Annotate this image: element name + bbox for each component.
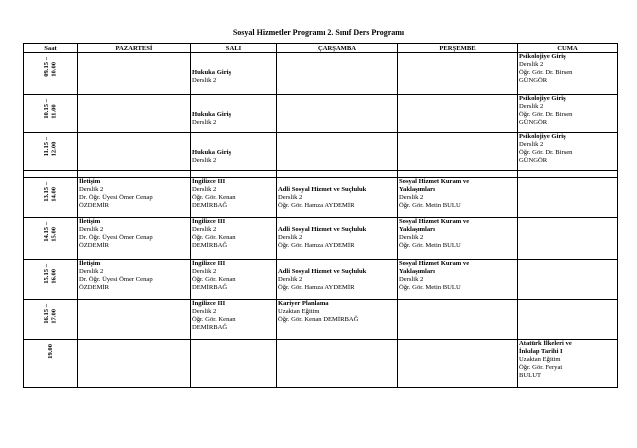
course-name: Kariyer Planlama [278,300,329,307]
separator-cell [24,171,78,178]
schedule-row [24,340,618,388]
course-cell-tuesday [191,53,277,95]
course-detail: Derslik 2 [192,156,217,164]
course-detail: Derslik 2 [79,185,104,193]
course-detail: Öğr. Gör. Metin BULU [399,201,461,209]
course-detail: Öğr. Gör. Kenan [192,233,236,241]
course-name: İletişim [79,260,101,267]
course-name: İngilizce III [192,300,226,307]
course-detail: Öğr. Gör. Kenan [192,275,236,283]
schedule-row [24,260,618,300]
course-detail: Öğr. Gör. Kenan DEMİRBAĞ [278,315,359,323]
time-line: 09.15 – [43,57,51,77]
course-name: İngilizce III [192,218,226,225]
time-cell [24,218,78,260]
time-label [43,133,58,156]
separator-cell [398,171,518,178]
time-label [43,95,58,119]
course-detail: Derslik 2 [399,193,424,201]
course-detail: Derslik 2 [79,267,104,275]
course-detail: DEMİRBAĞ [192,323,228,331]
course-name: Hukuka Giriş [192,111,232,118]
course-cell-monday [78,260,191,300]
time-line: 13.15 – [43,182,51,202]
header-tuesday: SALI [191,44,277,53]
course-cell-monday [78,340,191,388]
course-detail: Öğr. Gör. Dr. Birsen [519,110,573,118]
course-detail: Öğr. Gör. Hamza AYDEMİR [278,201,355,209]
course-detail: Öğr. Gör. Kenan [192,193,236,201]
time-line: 16.00 [50,268,58,284]
time-label [43,218,58,242]
course-detail: Derslik 2 [399,233,424,241]
time-line: 10.15 – [43,99,51,119]
course-cell-thursday [398,340,518,388]
course-cell-thursday [398,133,518,171]
time-cell [24,53,78,95]
course-cell-friday [518,340,618,388]
course-detail: Öğr. Gör. Metin BULU [399,241,461,249]
schedule-row [24,300,618,340]
course-name: Hukuka Giriş [192,149,232,156]
course-cell-wednesday [277,300,398,340]
course-name: Hukuka Giriş [192,69,232,76]
course-cell-friday [518,133,618,171]
course-detail: Yaklaşımları [399,225,435,233]
course-cell-wednesday [277,260,398,300]
time-line: 11.00 [50,104,58,119]
time-line: 15.00 [50,226,58,242]
course-detail: Öğr. Gör. Kenan [192,315,236,323]
time-label [43,53,58,77]
course-detail: Derslik 2 [79,225,104,233]
course-name: Adli Sosyal Hizmet ve Suçluluk [278,186,367,193]
course-detail: Öğr. Gör. Metin BULU [399,283,461,291]
course-detail: Derslik 2 [192,307,217,315]
time-label [43,260,58,284]
course-detail: Derslik 2 [519,140,544,148]
course-cell-monday [78,218,191,260]
course-detail: ÖZDEMİR [79,201,110,209]
time-line: 10.00 [50,61,58,77]
course-name: İngilizce III [192,178,226,185]
course-cell-tuesday [191,340,277,388]
time-label [43,300,58,324]
header-wednesday: ÇARŞAMBA [277,44,398,53]
course-name: Sosyal Hizmet Kuram ve [399,178,470,185]
course-cell-wednesday [277,95,398,133]
time-cell [24,178,78,218]
course-detail: Derslik 2 [192,267,217,275]
schedule-row [24,218,618,260]
course-detail: GÜNGÖR [519,118,548,126]
course-cell-thursday [398,178,518,218]
course-detail: Derslik 2 [278,233,303,241]
course-name: İletişim [79,178,101,185]
course-cell-thursday [398,300,518,340]
course-detail: Öğr. Gör. Hamza AYDEMİR [278,241,355,249]
time-label [47,340,54,359]
time-line: 16.15 – [43,304,51,324]
course-detail: Öğr. Gör. Hamza AYDEMİR [278,283,355,291]
course-detail: Dr. Öğr. Üyesi Ömer Cenap [79,193,153,201]
course-detail: BULUT [519,371,541,379]
course-cell-thursday [398,53,518,95]
course-cell-tuesday [191,133,277,171]
course-detail: Derslik 2 [399,275,424,283]
separator-cell [78,171,191,178]
header-row [24,44,618,53]
course-detail: Dr. Öğr. Üyesi Ömer Cenap [79,233,153,241]
course-name: Sosyal Hizmet Kuram ve [399,260,470,267]
time-cell [24,133,78,171]
course-cell-tuesday [191,260,277,300]
course-detail: Derslik 2 [192,185,217,193]
time-cell [24,260,78,300]
course-detail: Derslik 2 [519,102,544,110]
course-detail: Derslik 2 [192,76,217,84]
course-name: Psikolojiye Giriş [519,53,566,60]
time-cell [24,340,78,388]
time-line: 11.15 – [43,137,51,157]
course-cell-tuesday [191,95,277,133]
course-cell-wednesday [277,178,398,218]
course-detail: Derslik 2 [519,60,544,68]
header-thursday: PERŞEMBE [398,44,518,53]
course-name: Psikolojiye Giriş [519,133,566,140]
course-cell-thursday [398,260,518,300]
course-name: Atatürk İlkeleri ve [519,340,572,347]
course-cell-thursday [398,218,518,260]
course-cell-friday [518,95,618,133]
course-detail: Yaklaşımları [399,185,435,193]
course-name: İletişim [79,218,101,225]
course-detail: Derslik 2 [192,118,217,126]
time-line: 14.15 – [43,222,51,242]
course-name: Adli Sosyal Hizmet ve Suçluluk [278,226,367,233]
time-cell [24,300,78,340]
course-cell-friday [518,300,618,340]
course-cell-friday [518,53,618,95]
time-line: 19.00 [46,344,54,359]
course-cell-monday [78,53,191,95]
course-cell-tuesday [191,178,277,218]
course-cell-monday [78,300,191,340]
header-friday: CUMA [518,44,618,53]
course-cell-monday [78,178,191,218]
course-detail: ÖZDEMİR [79,283,110,291]
separator-cell [191,171,277,178]
course-detail: Öğr. Gör. Dr. Birsen [519,68,573,76]
course-detail: ÖZDEMİR [79,241,110,249]
schedule-row [24,133,618,171]
course-name: İngilizce III [192,260,226,267]
course-detail: GÜNGÖR [519,76,548,84]
time-line: 12.00 [50,141,58,157]
course-cell-tuesday [191,300,277,340]
course-detail: Uzaktan Eğitim [278,307,320,315]
course-cell-wednesday [277,53,398,95]
course-cell-monday [78,95,191,133]
separator-cell [518,171,618,178]
course-cell-friday [518,178,618,218]
course-detail: Öğr. Gör. Feryat [519,363,563,371]
course-detail: Derslik 2 [278,275,303,283]
course-detail: Öğr. Gör. Dr. Birsen [519,148,573,156]
course-cell-wednesday [277,340,398,388]
course-cell-wednesday [277,133,398,171]
schedule-row [24,178,618,218]
course-detail: İnkılap Tarihi I [519,347,563,355]
course-detail: GÜNGÖR [519,156,548,164]
course-detail: Dr. Öğr. Üyesi Ömer Cenap [79,275,153,283]
time-line: 14.00 [50,186,58,202]
schedule-row [24,95,618,133]
time-line: 17.00 [50,308,58,324]
separator-cell [277,171,398,178]
course-detail: Yaklaşımları [399,267,435,275]
course-cell-wednesday [277,218,398,260]
course-detail: Derslik 2 [278,193,303,201]
separator-row [24,171,618,178]
course-cell-friday [518,260,618,300]
page-title: Sosyal Hizmetler Programı 2. Sınıf Ders Programı [232,28,405,37]
course-detail: DEMİRBAĞ [192,283,228,291]
course-name: Psikolojiye Giriş [519,95,566,102]
header-monday: PAZARTESİ [78,44,191,53]
course-detail: DEMİRBAĞ [192,241,228,249]
course-detail: Uzaktan Eğitim [519,355,561,363]
course-name: Sosyal Hizmet Kuram ve [399,218,470,225]
course-detail: DEMİRBAĞ [192,201,228,209]
course-detail: Derslik 2 [192,225,217,233]
course-cell-thursday [398,95,518,133]
time-label [43,178,58,202]
course-cell-tuesday [191,218,277,260]
schedule-table [23,43,618,388]
time-line: 15.15 – [43,264,51,284]
schedule-row [24,53,618,95]
course-name: Adli Sosyal Hizmet ve Suçluluk [278,268,367,275]
course-cell-monday [78,133,191,171]
time-cell [24,95,78,133]
header-time: Saat [24,44,78,53]
course-cell-friday [518,218,618,260]
